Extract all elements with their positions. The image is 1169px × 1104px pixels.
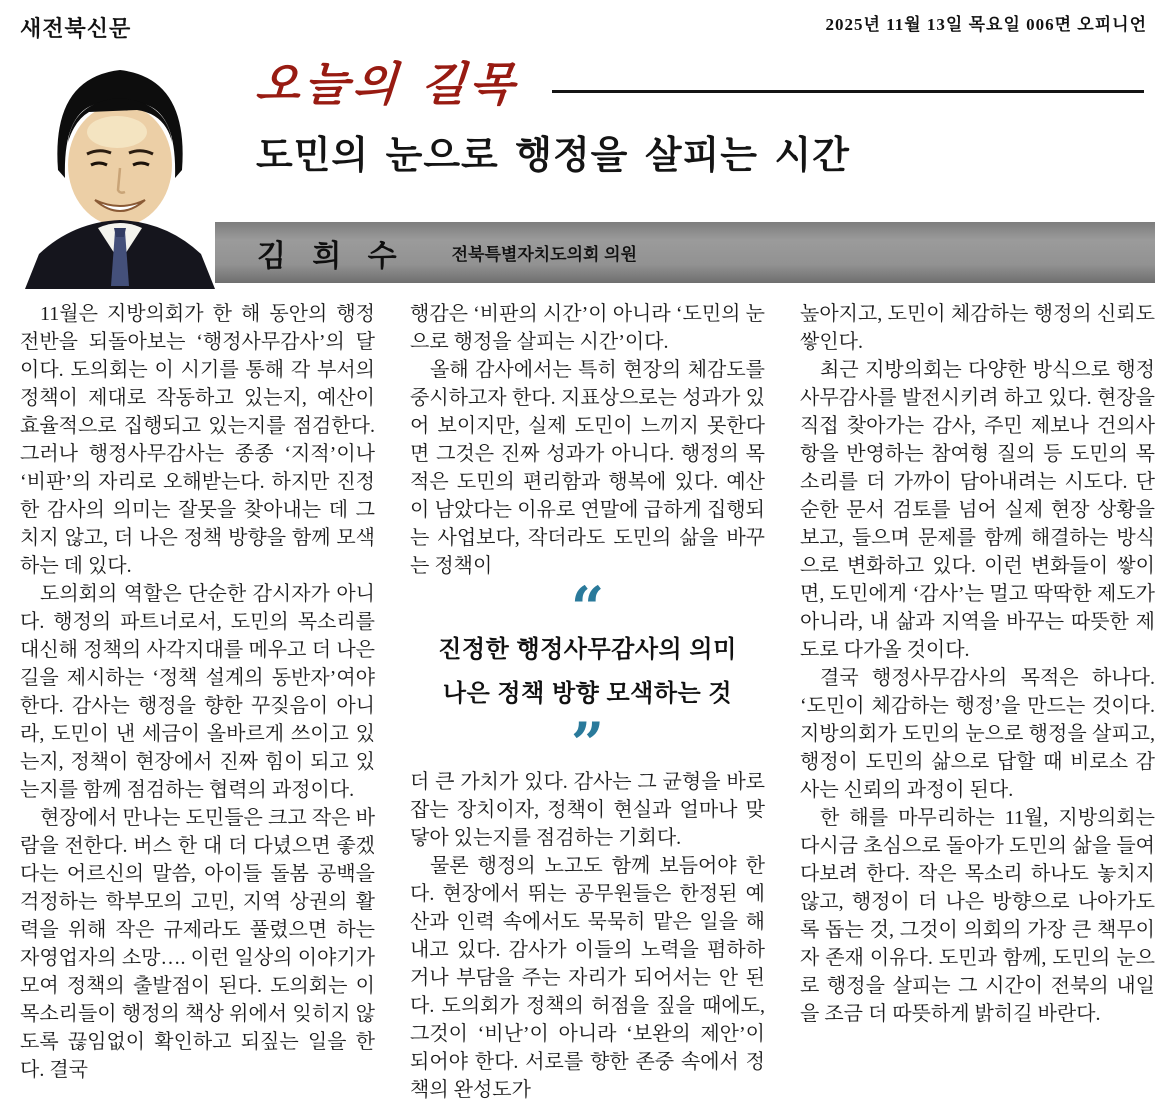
- body-paragraph: 최근 지방의회는 다양한 방식으로 행정사무감사를 발전시키려 하고 있다. 현장을 직접 찾아가는 감사, 주민 제보나 건의사항을 반영하는 참여형 질의 등 도민의 목소리를 더 가까이 담아내려는 시도다. 단순한 문서 검토를 넘어 실제 현장 상황을 보고, 들으며 문제를 함께 해결하는 방식으로 변화하고 있다. 이런 변화들이 쌓이면, 도민에게 ‘감사’는 멀고 딱딱한 제도가 아니라, 내 삶과 지역을 바꾸는 따뜻한 제도로 다가올 것이다.: [800, 359, 1155, 661]
- author-name: 김 희 수: [257, 239, 406, 273]
- body-paragraph: 행감은 ‘비판의 시간’이 아니라 ‘도민의 눈으로 행정을 살피는 시간’이다.: [410, 303, 765, 353]
- body-paragraph: 올해 감사에서는 특히 현장의 체감도를 중시하고자 한다. 지표상으로는 성과가 있어 보이지만, 실제 도민이 느끼지 못한다면 그것은 진짜 성과가 아니다. 행정의 목적은 도민의 편리함과 행복에 있다. 예산이 남았다는 이유로 연말에 급하게 집행되는 사업보다, 작더라도 도민의 삶을 바꾸는 정책이: [410, 359, 765, 577]
- article-headline: 도민의 눈으로 행정을 살피는 시간: [256, 135, 850, 177]
- byline-bar: [215, 222, 1155, 283]
- pull-quote-line: 나은 정책 방향 모색하는 것: [442, 680, 733, 707]
- close-quote-icon: ”: [570, 710, 605, 778]
- author-portrait-image: [25, 50, 215, 289]
- edition-dateline: 2025년 11월 13일 목요일 006면 오피니언: [825, 15, 1147, 34]
- body-paragraph: 결국 행정사무감사의 목적은 하나다. ‘도민이 체감하는 행정’을 만드는 것이다. 지방의회가 도민의 눈으로 행정을 살피고, 행정이 도민의 삶으로 답할 때 비로소 감사는 신뢰의 과정이 된다.: [800, 667, 1155, 801]
- article-column-1: [20, 300, 375, 1081]
- body-paragraph: 물론 행정의 노고도 함께 보듬어야 한다. 현장에서 뛰는 공무원들은 한정된 예산과 인력 속에서도 묵묵히 맡은 일을 해내고 있다. 감사가 이들의 노력을 폄하하거나 부담을 주는 자리가 되어서는 안 된다. 도의회가 정책의 허점을 짚을 때에도, 그것이 ‘비난’이 아니라 ‘보완의 제안’이 되어야 한다. 서로를 향한 존중 속에서 정책의 완성도가: [410, 855, 765, 1101]
- newspaper-logo: 새전북신문: [20, 16, 132, 41]
- pull-quote-line: 진정한 행정사무감사의 의미: [438, 636, 737, 663]
- author-portrait: [25, 50, 215, 289]
- body-paragraph: 현장에서 만나는 도민들은 크고 작은 바람을 전한다. 버스 한 대 더 다녔으면 좋겠다는 어르신의 말씀, 아이들 돌봄 공백을 걱정하는 학부모의 고민, 지역 상권의 활력을 위해 작은 규제라도 풀렸으면 하는 자영업자의 소망…. 이런 일상의 이야기가 모여 정책의 출발점이 된다. 도의회는 이 목소리들이 행정의 책상 위에서 잊히지 않도록 끊임없이 확인하고 되짚는 일을 한다. 결국: [20, 807, 375, 1081]
- article-columns: [20, 300, 1155, 1101]
- article-column-3: [800, 300, 1155, 1042]
- body-paragraph: 더 큰 가치가 있다. 감사는 그 균형을 바로잡는 장치이자, 정책이 현실과 얼마나 맞닿아 있는지를 점검하는 기회다.: [410, 771, 765, 849]
- open-quote-icon: “: [570, 574, 605, 642]
- article-column-2: [410, 300, 765, 1101]
- body-paragraph: 11월은 지방의회가 한 해 동안의 행정 전반을 되돌아보는 ‘행정사무감사’의 달이다. 도의회는 이 시기를 통해 각 부서의 정책이 제대로 작동하고 있는지, 예산이 효율적으로 집행되고 있는지를 점검한다. 그러나 행정사무감사는 종종 ‘지적’이나 ‘비판’의 자리로 오해받는다. 하지만 진정한 감사의 의미는 잘못을 찾아내는 데 그치지 않고, 더 나은 정책 방향을 함께 모색하는 데 있다.: [20, 303, 375, 577]
- masthead-rule: [552, 90, 1144, 93]
- author-title: 전북특별자치도의회 의원: [451, 245, 637, 264]
- pull-quote: [410, 574, 765, 778]
- series-title: 오늘의 길목: [253, 57, 520, 111]
- body-paragraph: 높아지고, 도민이 체감하는 행정의 신뢰도 쌓인다.: [800, 303, 1155, 353]
- body-paragraph: 도의회의 역할은 단순한 감시자가 아니다. 행정의 파트너로서, 도민의 목소리를 대신해 정책의 사각지대를 메우고 더 나은 길을 제시하는 ‘정책 설계의 동반자’여야 한다. 감사는 행정을 향한 꾸짖음이 아니라, 도민이 낸 세금이 올바르게 쓰이고 있는지, 정책이 현장에서 진짜 힘이 되고 있는지를 함께 점검하는 협력의 과정이다.: [20, 583, 375, 801]
- body-paragraph: 한 해를 마무리하는 11월, 지방의회는 다시금 초심으로 돌아가 도민의 삶을 들여다보려 한다. 작은 목소리 하나도 놓치지 않고, 행정이 더 나은 방향으로 나아가도록 돕는 것, 그것이 의회의 가장 큰 책무이자 존재 이유다. 도민과 함께, 도민의 눈으로 행정을 살피는 그 시간이 전북의 내일을 조금 더 따뜻하게 밝히길 바란다.: [800, 807, 1155, 1025]
